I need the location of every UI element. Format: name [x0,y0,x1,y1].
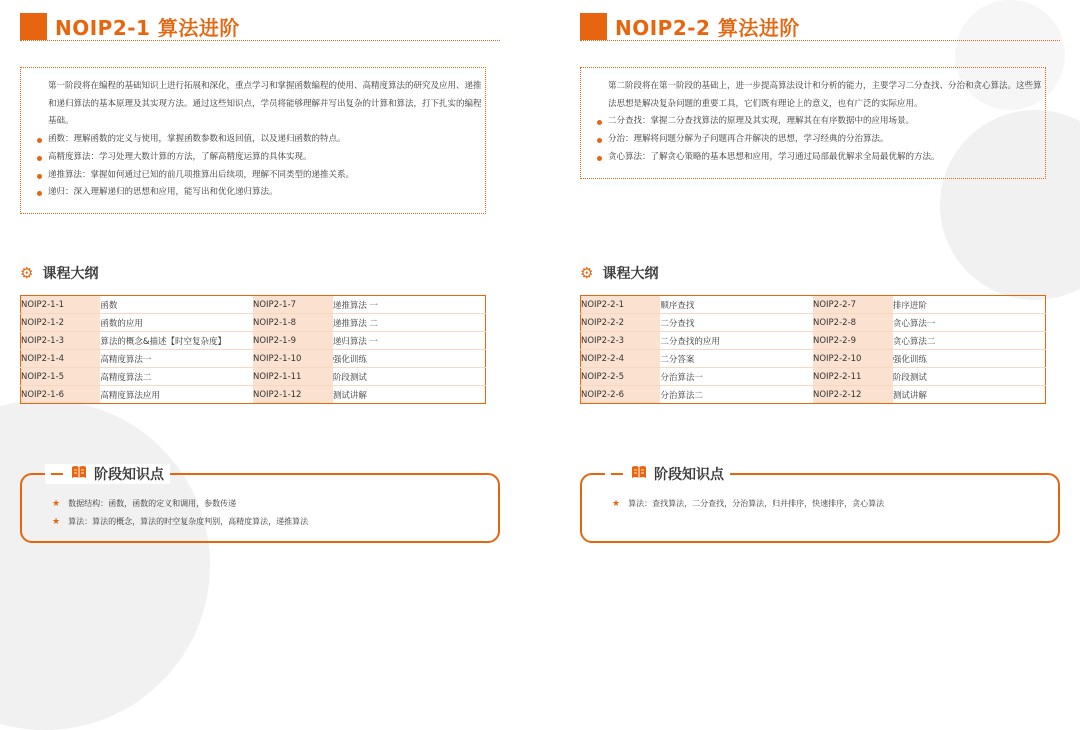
stage-panel-1 [20,0,500,575]
lesson-code: NOIP2-2-8 [813,314,893,332]
list-item: 分治：理解将问题分解为子问题再合并解决的思想，学习经典的分治算法。 [608,131,1045,149]
lesson-name: 阶段测试 [893,368,1046,386]
knowledge-header [45,464,170,484]
intro-text: 第二阶段将在第一阶段的基础上，进一步提高算法设计和分析的能力，主要学习二分查找、分治和贪心算法。这些算法思想是解决复杂问题的重要工具，它们既有理论上的意义，也有广泛的实际应用。 [608,81,1042,109]
outline-table [20,295,486,404]
lesson-code: NOIP2-2-3 [581,332,661,350]
lesson-code: NOIP2-2-6 [581,386,661,404]
table-row [581,332,1046,350]
lesson-name: 顺序查找 [660,296,813,314]
table-row [581,296,1046,314]
list-item: 二分查找：掌握二分查找算法的原理及其实现，理解其在有序数据中的应用场景。 [608,113,1045,131]
lesson-code: NOIP2-2-10 [813,350,893,368]
knowledge-header [605,464,730,484]
bullet-dot-icon [37,138,42,143]
lesson-code: NOIP2-1-4 [21,350,101,368]
list-item: ★ 数据结构：函数，函数的定义和调用，参数传递 [52,499,237,509]
list-item: 递推算法：掌握如何通过已知的前几项推算出后续项，理解不同类型的递推关系。 [48,167,485,185]
bullet-list [48,131,485,202]
lesson-name: 测试讲解 [332,390,367,401]
table-row [21,314,486,332]
lesson-name: 递推算法 二 [333,314,486,332]
knowledge-box [20,467,500,543]
lesson-code: NOIP2-1-3 [21,332,101,350]
table-row [581,386,1046,404]
outline-title: 课程大纲 [602,266,659,282]
knowledge-title: 阶段知识点 [654,467,724,483]
lesson-name: 强化训练 [333,350,486,368]
lesson-code: NOIP2-2-5 [581,368,661,386]
stage-panel-2 [580,0,1060,575]
book-icon [71,465,87,483]
lesson-code: NOIP2-1-6 [21,386,101,404]
intro-text: 第一阶段将在编程的基础知识上进行拓展和深化，重点学习和掌握函数编程的使用、高精度算法的研究及应用、递推和递归算法的基本原理及其实现方法。通过这些知识点，学员将能够理解并写出复杂的计算和算法，打下扎实的编程基础。 [48,81,482,127]
lesson-code: NOIP2-1-10 [253,350,333,368]
gear-icon: ⚙ [580,264,594,282]
lesson-name: 排序进阶 [893,296,1046,314]
table-row [581,314,1046,332]
lesson-code: NOIP2-1-12 [253,386,333,404]
lesson-code: NOIP2-2-2 [581,314,661,332]
lesson-code: NOIP2-2-1 [581,296,661,314]
lesson-name: 测试讲解 [892,390,927,401]
knowledge-box [580,467,1060,543]
lesson-code: NOIP2-1-1 [21,296,101,314]
lesson-code: NOIP2-2-4 [581,350,661,368]
table-row [21,368,486,386]
star-icon: ★ [52,499,61,509]
gear-icon: ⚙ [20,264,34,282]
table-row [21,296,486,314]
panel-title: NOIP2-2 算法进阶 [615,16,800,40]
lesson-code: NOIP2-2-12 [813,386,893,404]
panel-header [20,12,240,41]
bullet-dot-icon [597,156,602,161]
lesson-name: 递推算法 一 [333,296,486,314]
lesson-name: 高精度算法二 [100,368,253,386]
lesson-code: NOIP2-2-7 [813,296,893,314]
bullet-dot-icon [37,174,42,179]
bullet-dot-icon [597,120,602,125]
lesson-name: 高精度算法一 [100,350,253,368]
table-row [21,350,486,368]
table-row [581,350,1046,368]
panel-header [580,12,800,41]
star-icon: ★ [612,499,621,509]
lesson-name: 阶段测试 [333,368,486,386]
title-divider [580,40,1060,41]
lesson-code: NOIP2-1-7 [253,296,333,314]
list-item: 贪心算法：了解贪心策略的基本思想和应用，学习通过局部最优解求全局最优解的方法。 [608,149,1045,167]
intro-box [580,67,1046,179]
lesson-code: NOIP2-1-2 [21,314,101,332]
star-icon: ★ [52,517,61,527]
lesson-name: 分治算法二 [660,390,703,401]
list-item: ★ 算法：查找算法，二分查找，分治算法，归并排序，快速排序，贪心算法 [612,499,885,509]
lesson-code: NOIP2-1-9 [253,332,333,350]
lesson-name: 二分答案 [660,350,813,368]
outline-table [580,295,1046,404]
lesson-name: 高精度算法应用 [100,390,160,401]
book-icon [631,465,647,483]
list-item: 函数：理解函数的定义与使用，掌握函数参数和返回值，以及递归函数的特点。 [48,131,485,149]
lesson-name: 强化训练 [893,350,1046,368]
knowledge-list [52,495,308,531]
lesson-code: NOIP2-2-11 [813,368,893,386]
bullet-list [608,113,1045,166]
lesson-name: 函数的应用 [100,314,253,332]
panel-title: NOIP2-1 算法进阶 [55,16,240,40]
knowledge-list [612,495,884,513]
lesson-name: 函数 [100,296,253,314]
lesson-code: NOIP2-2-9 [813,332,893,350]
knowledge-title: 阶段知识点 [94,467,164,483]
list-item: ★ 算法：算法的概念，算法的时空复杂度判别，高精度算法，递推算法 [52,517,309,527]
lesson-name: 贪心算法一 [893,314,1046,332]
table-row [21,386,486,404]
table-row [21,332,486,350]
lesson-name: 二分查找 [660,314,813,332]
title-square-icon [580,13,607,40]
list-item: 递归：深入理解递归的思想和应用，能写出和优化递归算法。 [48,184,485,202]
bullet-dot-icon [597,138,602,143]
lesson-code: NOIP2-1-11 [253,368,333,386]
outline-header [580,263,658,283]
table-row [581,368,1046,386]
bullet-dot-icon [37,191,42,196]
lesson-code: NOIP2-1-8 [253,314,333,332]
list-item: 高精度算法：学习处理大数计算的方法，了解高精度运算的具体实现。 [48,149,485,167]
title-square-icon [20,13,47,40]
lesson-name: 递归算法 一 [333,332,486,350]
outline-header [20,263,98,283]
lesson-code: NOIP2-1-5 [21,368,101,386]
lesson-name: 算法的概念&描述【时空复杂度】 [100,332,253,350]
lesson-name: 贪心算法二 [893,332,1046,350]
title-divider [20,40,500,41]
outline-title: 课程大纲 [42,266,99,282]
bullet-dot-icon [37,156,42,161]
lesson-name: 分治算法一 [660,368,813,386]
lesson-name: 二分查找的应用 [660,332,813,350]
intro-box [20,67,486,214]
